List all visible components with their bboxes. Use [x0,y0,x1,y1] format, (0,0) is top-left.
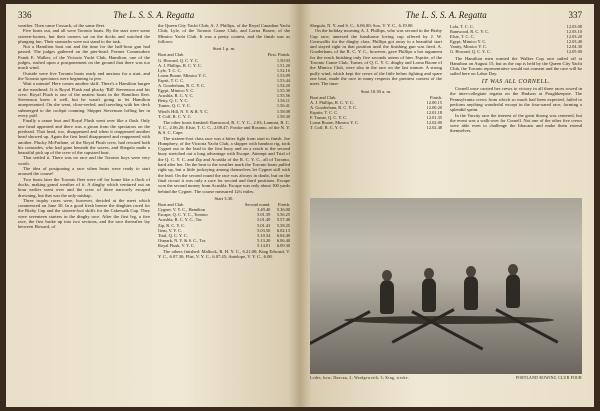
table2-header-finish: Finish. [277,202,290,208]
left-col2-intro: the Queen City Yacht Club; A. J. Phillips, of the Royal Canadian Yacht Club; Lyle, of the Toronto Canoe Club, and Lorna Boone, of the Mimico Yacht Club. It was a pretty contest, and the finish was as follows: [158,23,290,44]
left-column-2 [158,23,290,260]
left-col1-paragraph: Finally a canoe hurt and Royal Flush went over like a flash. Only one head appeared and there was a groan from the spectators on the pierhead. That head, too, disappeared and when it reappeared another head showed up. Again the first head disappeared and reappeared with another. Plucky McFarlane, of the Royal Flush crew, had rescued both his comrades, who had gone beneath the waves, and Shegula made a beautiful pick up of the crew of the capsized boat. [18,118,150,156]
time-cell: 1.53.09 [276,72,290,78]
table1-header-boat: Boat and Club [158,52,184,58]
left-col1-paragraph: Not a Hamilton boat out and the time for the half-hour gun had passed. The judges gathered on the pier-head. Former Commodore Frank E. Walker, of the Victoria Yacht Club, Hamilton, one of the judges, rushed upon a postponement on the ground that there was too much wind. [18,44,150,71]
boat-club-cell: G. Howard, Q. C. Y. C. [450,49,491,55]
boat-club-cell: A. Gooderham, R. C. Y. C. [310,105,358,111]
table1-header-finish: First. Finish. [267,52,290,58]
photo-caption-title: PORTLAND ROWING CLUB FOUR [515,376,582,380]
right-column-2 [450,23,582,209]
rower-figure [464,276,478,310]
boat-club-cell: A. J. Phillips, R. C. Y. C. [158,62,202,68]
start-3-label: Start 10.30 a. m. [360,88,392,94]
time-cell: 12.04.30 [566,44,582,50]
results-table-3-cont [450,24,582,55]
time-cell: 1.56.41 [276,103,290,109]
left-page [6,4,300,407]
time-cell: 1.58.30 [276,113,290,119]
time-cell: 1.55.30 [276,88,290,94]
photo-caption-names: Lodes, bow; Duncan, 2; Wardgeworth, 3; King, stroke. [310,376,409,380]
time-cell: 12.02.00 [426,120,442,126]
table-row [158,114,290,119]
right-page-title: The L. S. S. A. Regatta [405,10,487,20]
boat-club-cell: T. Coff, R. C. Y. C. [158,113,192,119]
boat-club-cell: Ramwood, R. C. Y. C. [450,29,490,35]
boat-club-cell: Esprite, T. C. C. [310,110,339,116]
boat-club-cell: Lorna Boone, Mimico Y. C. [158,72,207,78]
table-row [450,49,582,54]
left-col2-para2: The sixteen-foot class race was a bitter fight from start to finish. Joe Humphrey, of the Victoria Yacht Club, a skipper with bamboo rig, took Cygnet out to the lead to the first buoy and on a reach to the second buoy stretched out a long advantage with Escape, Attempt and Trial of the Q. C. Y. C. and Zip and Acushla of the R. C. Y. C., all of Toronto, hard after her. On the beat to the weather mark the Toronto boats pulled right up, but a little jockeying among themselves let Cygnet still with the lead. On the second round the race was always in doubt, but on the final circuit it was only a race for second and third positions. Escape won the second money from Acushla. Escape was only about 100 yards behind the Cygnet. The course measured 12¼ miles. [158,135,290,194]
time-cell: 1.58.08 [276,108,290,114]
time-cell: 1.55.56 [276,93,290,99]
left-col1-paragraph: Five boats out, and all were Toronto boats. By the start were some sixteen-footers, but their owners sat on the docks and watched the plunging fun. Their stomachs were not stand to the task. [18,28,150,44]
time-cell: 12.02.48 [426,125,442,131]
left-col1-paragraph: That settled it. There was no race and the Toronto boys were very wroth. [18,155,150,166]
start-1-label: Start 1 p. m. [212,46,236,52]
table3-header-finish: Finish. [429,94,442,100]
results-table-1 [158,52,290,118]
time-cell: 5.01.40 [257,217,271,223]
boat-club-cell: A. Gooderham, R. C. Y. C. [158,83,206,89]
left-running-head [18,10,290,20]
boat-club-cell: Egypt, Mimico Y. C. [450,39,487,45]
rowing-crew-photo [310,198,582,374]
left-col1-paragraph: Three trophy races were, however, decided at the meet which commenced on June 30. In a good fresh breeze the dinghies raced for the Bixby Cup and the sixteen-foot skiffs for the Cakewalk Cup. They were seventeen starters in the dinghy race. After the first leg, a five race, the first broke up into two sections, and the race thereafter lay between Howard, of [18,197,150,230]
left-col1-paragraph: Outside were five Toronto boats ready and anxious for a start, and the Toronto spectators were beginning to jeer. [18,70,150,81]
boat-club-cell: Wind's Hill, N. Y. & R. Y. C. [158,108,209,114]
boat-club-cell: T. Coff, R. C. Y. C. [310,125,344,131]
time-cell: 12.01.18 [426,110,442,116]
boat-club-cell: G. Howard, Q. C. Y. C. [158,57,199,63]
boat-club-cell: Vanity, Mimico Y. C. [450,44,488,50]
boat-club-cell: Lorna Boone, Mimico Y. C. [310,120,359,126]
left-col2-para3: The others finished: Mallock, R. H. Y. C., 6.21.00; King Edward, V. Y. C., 6.07.30; Flirt, V. Y. C., 6.07.45; Antelope, V. Y. C., 6.08. [158,249,290,260]
results-table-3 [310,95,442,131]
left-col1-paragraph: weather. Then came Cossack, of the same fleet. [18,23,106,28]
boat-club-cell: Cygnet, V. Y. C., Hamilton [158,207,206,213]
boat-club-cell: Turner, Q. C. Y. C. [158,103,191,109]
time-cell: 12.00.20 [426,105,442,111]
left-col2-para1: The other boats finished: Ramwood, R. C. Y. C., 2.03; Lamont, R. C. Y. C., 2.06.20; Elsie, T. C. C., 2.08.47; Fowke and Rosamo, of the N. Y. & S. C. Cape. [158,119,290,136]
rower-figure [422,278,436,312]
boat-club-cell: Lyle, T. C. C. [158,67,182,73]
left-col1-paragraph: Two boats later the Toronto fleet were off for home like a flock of ducks, making grand weather of it. A dinghy which ventured out an hour earlier went over and the crew of three narrowly escaped drowning, but that was the only mishap. [18,176,150,198]
time-cell: 5.56.25 [276,212,290,218]
section-title: IT WAS ALL CORNELL. [481,78,551,85]
boat-club-cell: Esprit, T. C. C. [158,77,185,83]
time-cell: 1.56.11 [276,98,290,104]
rower-figure [506,274,520,308]
right-col1-para: On the holiday morning A. J. Phillips, who was second in the Bixby Cup race, annexed the handsome loving cup offered by J. W. Cornwallis for the dinghy class. Phillips got away to a beautiful start and stayed right in that position until the finishing gun was fired. A. Gooderham, of the R. C. Y. C., however, gave Phillips a hot argument for the reach finishing only five seconds astern of him. Esprite, of the Toronto Canoe Club, Turner, of Q. C. Y. C. dinghy and Lorna Boone of the Mimico Club, were also in the race on the last minute. A strong puffy wind, which kept the crews of the little helms fighting and spare one boat, made the race in many respects the prettiest contest of the meet. The time: [310,28,442,87]
time-cell: 1.53.44 [276,77,290,83]
right-col1-top: Shegula, N. Y. and S. C., 6.06.00; Sox, V. Y. C., 6.19.00. [310,23,414,28]
boat-club-cell: Royal Flush, V. Y. C. [158,242,195,248]
time-cell: 12.00.15 [426,99,442,105]
rower-figure [380,280,394,314]
time-cell: 12.03.08 [566,24,582,29]
time-cell: 6.04.40 [276,232,290,238]
boat-club-cell: A. J. Phillips, R. C. Y. C. [310,99,354,105]
boat-club-cell: Betty, Q. C. Y. C. [158,98,189,104]
left-col1-paragraph: Wait a minute! Here comes another skiff. There's a Hamilton burgee at the masthead. It is Royal Flush and plucky 'Bill' Stevenson and his crew. Royal Flush is one of the neatest boats in the Hamilton fleet. Stevenson knew it well, but he wasn't going to let Hamilton unrepresented. On she went, close-reefed, and traveling with her deck submerged to the cockpit coaming. Skipper Stevenson loffing her in every puff. [18,81,150,119]
photo-caption [310,376,582,380]
time-cell: 1.54.20 [276,83,290,89]
time-cell: 12.01.35 [426,115,442,121]
time-cell: 5.14.01 [257,242,271,248]
time-cell: 5.10.34 [257,232,271,238]
right-col2-para1: The Hamilton men wanted the Walker Cup race sailed off at Hamilton on August 15, but as the cup is held by the Queen City Yacht Club, the Toronto representative would not consent and the race will be sailed here on Labor Day. [450,55,582,77]
left-column-1 [18,23,150,260]
right-running-head [310,10,582,20]
start-2-label: Start 3.30. [214,195,234,201]
time-cell: 6.02.13 [276,227,290,233]
time-cell: 12.03.10 [566,29,582,35]
time-cell: 5.57.40 [276,217,290,223]
right-col2-para3: In the Varsity race the interest of the great throng was centered, but the event was a walk-over for Cornell. Not one of the other five crews were able even to challenge the Ithacans and make them extend themselves. [450,112,582,134]
left-col1-paragraph: The idea of postponing a race when boats were ready to start aroused the course! [18,166,150,177]
left-page-title: The L. S. S. A. Regatta [113,10,195,20]
boat-club-cell: Osmark, N. Y. & S. C., Tor. [158,237,207,243]
boat-club-cell: Egypt, Mimico Y. C. [158,88,195,94]
time-cell: 5.13.20 [257,237,271,243]
right-page [300,4,594,407]
boat-club-cell: Acushla, R. C. Y. C. [158,93,194,99]
time-cell: 5.03.50 [257,227,271,233]
time-cell: 12.03.20 [566,34,582,40]
table3-header-boat: Boat and Club. [310,94,337,100]
boat-club-cell: Gem, V. Y. C. [158,227,183,233]
right-column-1 [310,23,442,209]
boat-club-cell: Zip, R. C. Y. C. [158,222,186,228]
time-cell: 12.03.40 [566,39,582,45]
left-page-number: 336 [18,10,32,20]
time-cell: 5.36.00 [276,207,290,213]
book-spread [6,4,594,407]
table2-header-second: Second round. [244,202,271,208]
table2-header-boat: Boat and Club [158,202,184,208]
time-cell: 5.01.39 [257,212,271,218]
right-col2-para2: Cornell once carried her crews to victory in all three races rowed in the inter-collegiate regatta on the Hudson at Poughkeepsie. The Pennsylvania crews from which so much had been expected, failed to perform anything wonderful except in the four-oared race, forming a splendid sprint. [450,86,582,113]
photo-background [310,198,582,248]
right-page-number: 337 [568,10,582,20]
time-cell: 1.50.03 [276,57,290,63]
boat-club-cell: Trial, Q. C. Y. C. [158,232,188,238]
time-cell: 1.51.20 [276,62,290,68]
time-cell: 5.01.43 [257,222,271,228]
time-cell: 5.58.25 [276,222,290,228]
time-cell: 1.52.16 [276,67,290,73]
time-cell: 6.06.40 [276,237,290,243]
boat-club-cell: Lola, T. C. C. [450,24,474,29]
boat-club-cell: F. Turner, Q. C. Y. C. [310,115,348,121]
time-cell: 3.49.40 [257,207,271,213]
boat-club-cell: Elsie, T. C. C. [450,34,475,40]
table-row [158,243,290,248]
table-row [310,125,442,130]
results-table-2 [158,202,290,248]
boat-club-cell: Acushla, R. C. Y. C., Tor. [158,217,203,223]
time-cell: 12.05.00 [566,49,582,55]
time-cell: 6.09.30 [276,242,290,248]
boat-club-cell: Escape, Q. C. Y. C., Toronto [158,212,208,218]
